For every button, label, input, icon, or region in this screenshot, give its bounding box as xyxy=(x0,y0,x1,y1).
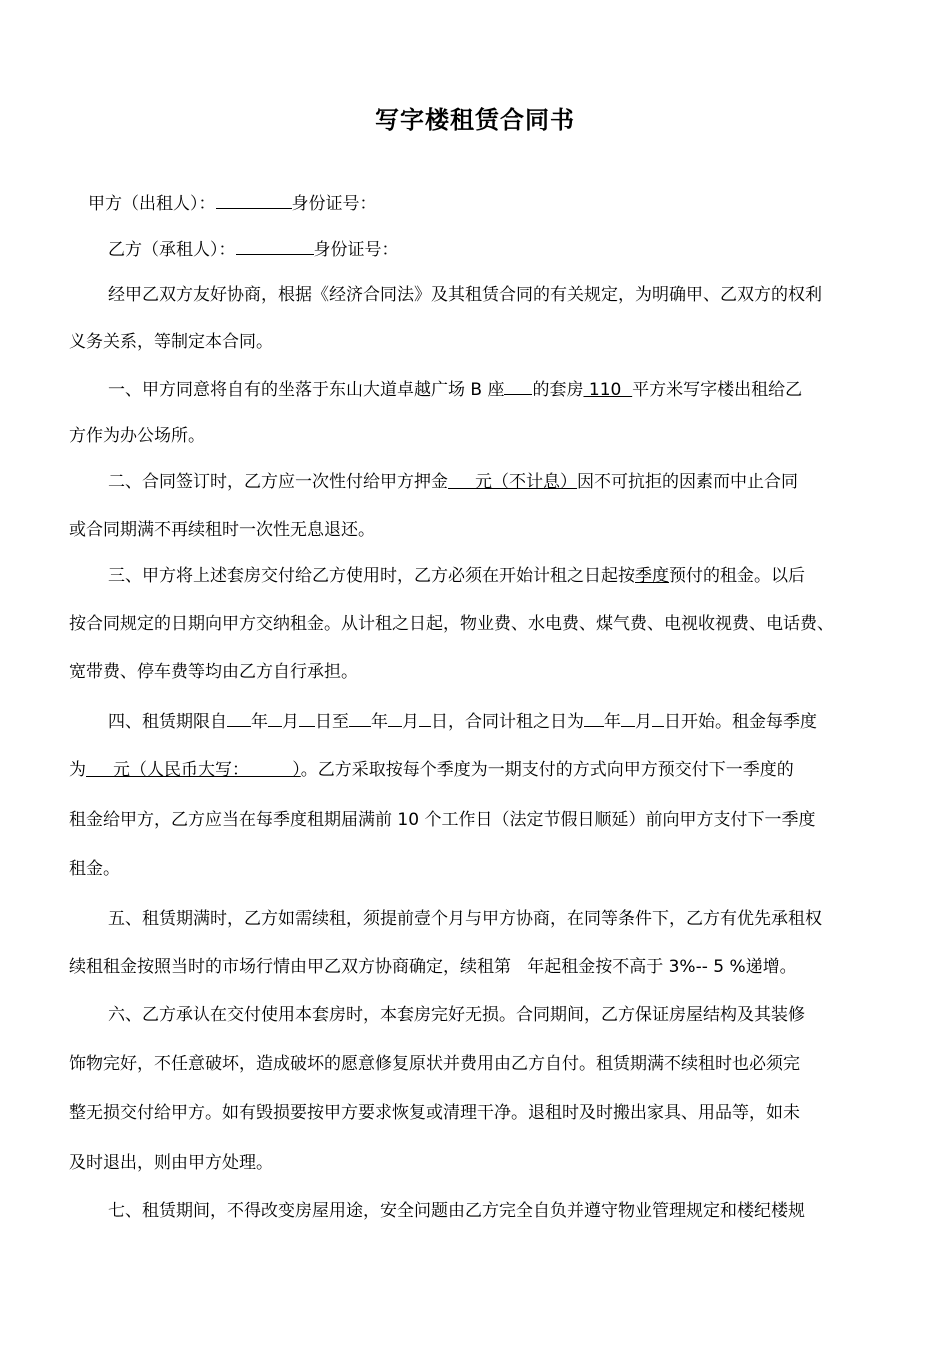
clause-6-line-3: 整无损交付给甲方。如有毁损要按甲方要求恢复或清理干净。退租时及时搬出家具、用品等，如未 xyxy=(69,1103,800,1123)
start-year-label: 年 xyxy=(251,712,268,732)
start-month-label: 月 xyxy=(282,712,299,732)
party-b-id-label: 身份证号： xyxy=(313,240,399,260)
clause-4-text-c: 日开始。租金每季度 xyxy=(664,712,817,732)
clause-2-line-1 xyxy=(108,470,888,494)
start-day-label: 日 xyxy=(315,712,332,732)
clause-1-unit-blank xyxy=(504,376,532,395)
clause-4-line-2 xyxy=(69,758,889,782)
clause-3-text-a: 三、甲方将上述套房交付给乙方使用时，乙方必须在开始计租之日起按 xyxy=(108,566,635,586)
end-year-label: 年 xyxy=(371,712,388,732)
party-a-line xyxy=(88,190,908,216)
clause-4-line-3: 租金给甲方，乙方应当在每季度租期届满前 10 个工作日（法定节假日顺延）前向甲方支付下一季度 xyxy=(69,810,816,830)
end-year-blank xyxy=(349,708,371,727)
clause-4-text-d: 为 xyxy=(69,760,86,780)
end-day-blank xyxy=(419,708,431,727)
rent-start-month-label: 月 xyxy=(635,712,652,732)
clause-1-area: 110 xyxy=(583,380,633,400)
party-a-id-label: 身份证号： xyxy=(291,194,377,214)
clause-7-line-1: 七、租赁期间，不得改变房屋用途，安全问题由乙方完全自负并遵守物业管理规定和楼纪楼规 xyxy=(108,1201,805,1221)
clause-2-text-b: 因不可抗拒的因素而中止合同 xyxy=(577,472,799,492)
rent-start-month-blank xyxy=(621,708,635,727)
clause-3-line-2: 按合同规定的日期向甲方交纳租金。从计租之日起，物业费、水电费、煤气费、电视收视费、电话费、 xyxy=(69,614,834,634)
party-b-line xyxy=(108,236,928,262)
clause-1-line-2: 方作为办公场所。 xyxy=(69,426,205,446)
clause-4-text-a: 四、租赁期限自 xyxy=(108,712,227,732)
clause-1-line-1 xyxy=(108,376,888,402)
clause-3-text-b: 预付的租金。以后 xyxy=(669,566,805,586)
clause-5-line-2: 续租租金按照当时的市场行情由甲乙双方协商确定，续租第 年起租金按不高于 3%-- 5 %递增。 xyxy=(69,957,797,977)
clause-4-text-e: 。乙方采取按每个季度为一期支付的方式向甲方预交付下一季度的 xyxy=(300,760,794,780)
end-month-label: 月 xyxy=(402,712,419,732)
start-year-blank xyxy=(227,708,251,727)
clause-2-text-a: 二、合同签订时，乙方应一次性付给甲方押金 xyxy=(108,472,448,492)
clause-3-period: 季度 xyxy=(635,566,669,586)
clause-1-text-a: 一、甲方同意将自有的坐落于东山大道卓越广场 B 座 xyxy=(108,380,505,400)
to-label: 至 xyxy=(332,712,349,732)
clause-4-line-4: 租金。 xyxy=(69,859,120,879)
clause-3-line-1 xyxy=(108,564,888,588)
intro-line-2: 义务关系，等制定本合同。 xyxy=(69,332,273,352)
party-a-label: 甲方（出租人）： xyxy=(88,194,216,214)
party-b-label: 乙方（承租人）： xyxy=(108,240,236,260)
clause-4-text-b: 日，合同计租之日为 xyxy=(431,712,584,732)
party-b-name-blank xyxy=(236,236,314,255)
clause-4-line-1 xyxy=(108,708,888,734)
end-month-blank xyxy=(388,708,402,727)
clause-2-line-2: 或合同期满不再续租时一次性无息退还。 xyxy=(69,520,375,540)
document-title: 写字楼租赁合同书 xyxy=(375,106,575,134)
clause-6-line-2: 饰物完好，不任意破坏，造成破坏的愿意修复原状并费用由乙方自付。租赁期满不续租时也必须完 xyxy=(69,1054,800,1074)
clause-3-line-3: 宽带费、停车费等均由乙方自行承担。 xyxy=(69,662,358,682)
clause-1-text-b: 的套房 xyxy=(532,380,584,400)
clause-1-text-c: 平方米写字楼出租给乙 xyxy=(632,380,803,400)
rent-start-year-label: 年 xyxy=(604,712,621,732)
clause-6-line-4: 及时退出，则由甲方处理。 xyxy=(69,1153,273,1173)
party-a-name-blank xyxy=(216,190,292,209)
clause-5-line-1: 五、租赁期满时，乙方如需续租，须提前壹个月与甲方协商，在同等条件下，乙方有优先承租权 xyxy=(108,909,822,929)
rent-start-day-blank xyxy=(652,708,664,727)
clause-6-line-1: 六、乙方承认在交付使用本套房时，本套房完好无损。合同期间，乙方保证房屋结构及其装修 xyxy=(108,1005,805,1025)
quarterly-rent: 元（人民币大写： ） xyxy=(86,760,301,780)
start-day-blank xyxy=(299,708,315,727)
rent-start-year-blank xyxy=(584,708,604,727)
start-month-blank xyxy=(268,708,282,727)
intro-line-1: 经甲乙双方友好协商，根据《经济合同法》及其租赁合同的有关规定，为明确甲、乙双方的权利 xyxy=(108,285,822,305)
clause-2-deposit: 元（不计息） xyxy=(448,472,578,492)
